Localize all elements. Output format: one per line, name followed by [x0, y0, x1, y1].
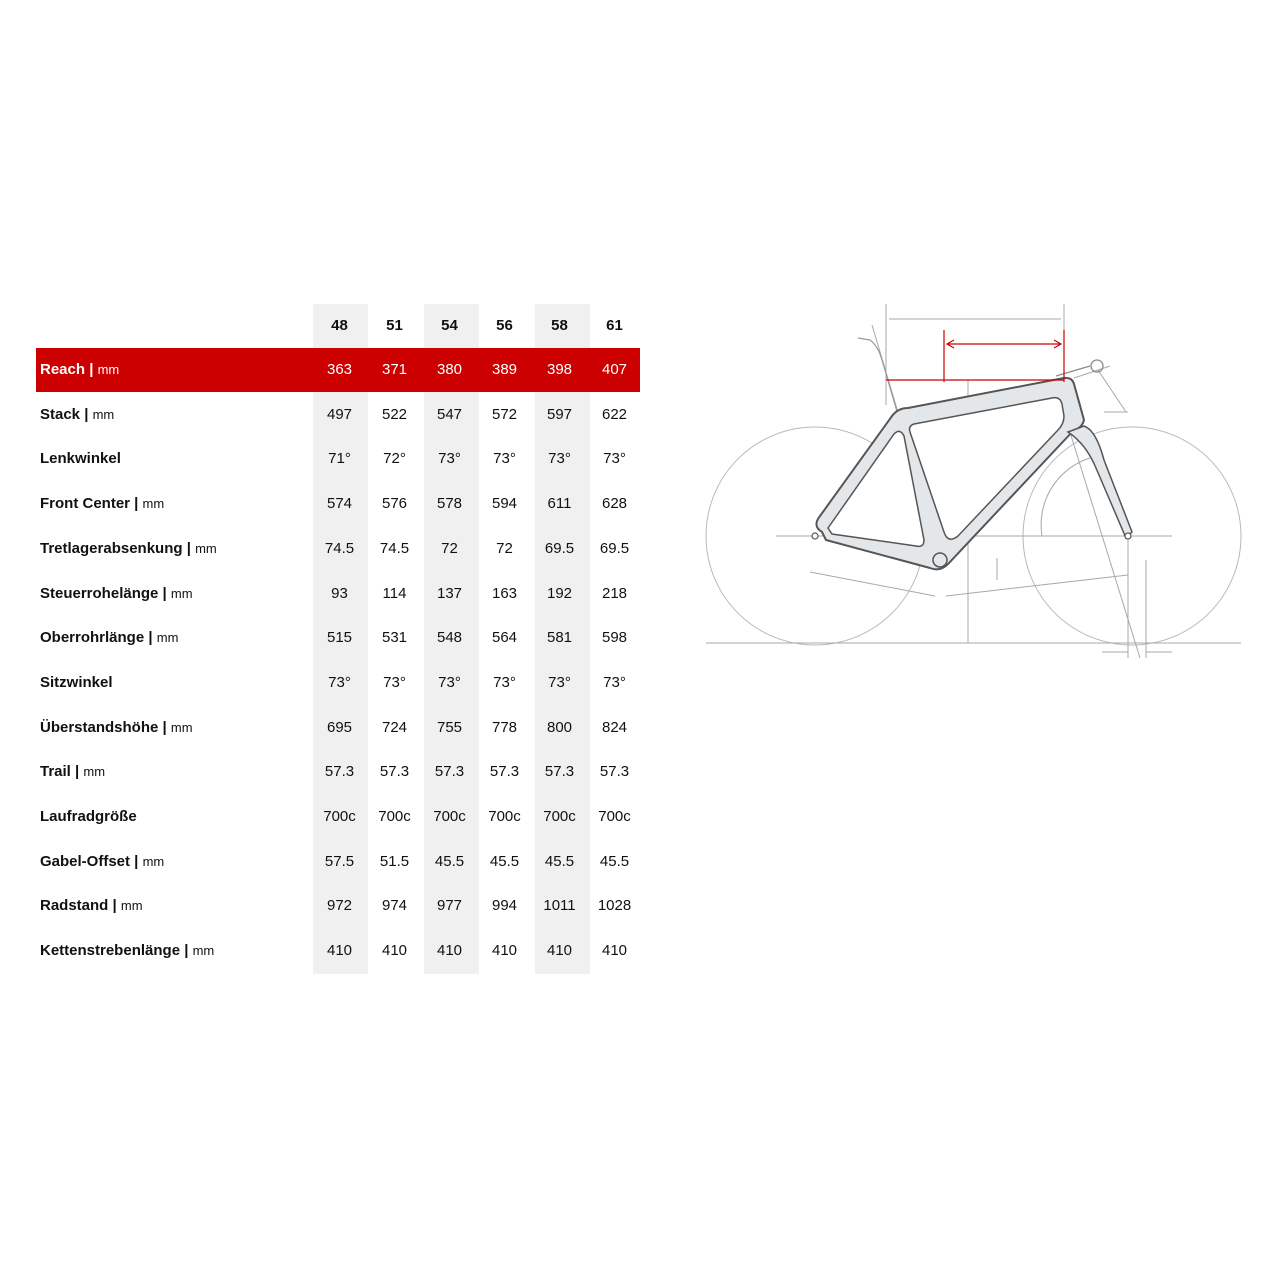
table-cell: 218 [601, 584, 628, 602]
fork [1068, 426, 1132, 538]
row-label-name: Tretlagerabsenkung [40, 539, 183, 557]
table-cell: 410 [491, 942, 518, 960]
row-label-name: Radstand [40, 897, 109, 915]
row-label [40, 706, 193, 750]
table-cell: 700c [598, 808, 631, 825]
row-label-separator: | [182, 539, 196, 557]
table-cell: 74.5 [324, 539, 355, 557]
row-label-separator: | [158, 584, 171, 602]
table-cell: 597 [546, 405, 573, 423]
table-cell: 69.5 [599, 539, 630, 557]
row-label [40, 661, 113, 705]
table-cell: 755 [436, 718, 463, 736]
row-label-name: Kettenstrebenlänge [40, 942, 181, 960]
table-row [36, 437, 640, 481]
size-header: 61 [606, 317, 623, 334]
table-cell: 547 [436, 405, 463, 423]
size-header: 58 [551, 317, 568, 334]
table-cell: 73° [603, 450, 626, 468]
row-label-unit: mm [142, 496, 165, 512]
table-cell: 1011 [543, 897, 576, 915]
table-cell: 572 [491, 405, 518, 423]
row-label-separator: | [85, 361, 98, 378]
row-label [40, 750, 105, 794]
row-label-name: Trail [40, 763, 71, 781]
table-cell: 778 [491, 718, 518, 736]
geometry-table [36, 304, 640, 974]
table-row [36, 616, 640, 660]
table-cell: 407 [601, 361, 628, 378]
table-cell: 410 [601, 942, 628, 960]
row-label [40, 929, 214, 973]
row-label-name: Front Center [40, 495, 130, 513]
table-cell: 522 [381, 405, 408, 423]
table-cell: 114 [382, 584, 407, 602]
bike-geometry-diagram [700, 296, 1248, 666]
table-row [36, 929, 640, 973]
row-label-name: Reach [40, 361, 86, 378]
table-cell: 994 [491, 897, 518, 915]
front-center-line [946, 575, 1128, 596]
table-cell: 45.5 [434, 852, 465, 870]
table-cell: 74.5 [379, 539, 410, 557]
table-cell: 824 [601, 718, 628, 736]
table-row [36, 393, 640, 437]
row-label [40, 884, 143, 928]
table-cell: 363 [326, 361, 353, 378]
size-header: 56 [496, 317, 513, 334]
reach-dimension [886, 330, 1064, 382]
table-cell: 72° [383, 450, 406, 468]
row-label-name: Gabel-Offset [40, 852, 131, 870]
row-label-name: Überstandshöhe [40, 718, 159, 736]
table-row [36, 884, 640, 928]
row-label-unit: mm [156, 630, 179, 646]
row-label-separator: | [158, 718, 171, 736]
table-row [36, 527, 640, 571]
stem-bars [1056, 360, 1103, 376]
table-cell: 515 [326, 629, 353, 647]
bottom-bracket [933, 553, 947, 567]
table-cell: 578 [436, 495, 463, 513]
table-row [36, 661, 640, 705]
table-cell: 1028 [597, 897, 632, 915]
table-row [36, 750, 640, 794]
table-cell: 531 [381, 629, 408, 647]
row-label [40, 437, 121, 481]
row-label-unit: mm [170, 585, 193, 601]
table-cell: 410 [381, 942, 408, 960]
table-cell: 73° [438, 450, 461, 468]
row-label [40, 616, 178, 660]
row-label [40, 348, 119, 392]
table-cell: 137 [436, 584, 463, 602]
table-cell: 548 [436, 629, 463, 647]
table-cell: 73° [438, 673, 461, 691]
size-header: 48 [331, 317, 348, 334]
row-label-unit: mm [195, 540, 217, 556]
table-cell: 497 [326, 405, 353, 423]
row-label-name: Oberrohrlänge [40, 629, 145, 647]
row-label-name: Steuerrohelänge [40, 584, 159, 602]
table-cell: 57.3 [434, 763, 465, 781]
row-label-separator: | [80, 405, 93, 423]
table-cell: 93 [331, 584, 348, 602]
row-label-name: Laufradgröße [40, 808, 137, 825]
table-cell: 974 [381, 897, 408, 915]
row-label-separator: | [108, 897, 121, 915]
table-cell: 410 [436, 942, 463, 960]
row-label-separator: | [144, 629, 157, 647]
row-label-separator: | [130, 495, 143, 513]
table-cell: 192 [546, 584, 573, 602]
table-cell: 380 [436, 361, 463, 378]
table-cell: 700c [543, 808, 576, 825]
table-cell: 57.3 [544, 763, 575, 781]
table-cell: 977 [436, 897, 463, 915]
table-cell: 73° [548, 673, 571, 691]
table-cell: 564 [491, 629, 518, 647]
table-cell: 73° [493, 673, 516, 691]
table-cell: 57.3 [489, 763, 520, 781]
row-label-unit: mm [192, 943, 215, 959]
front-axle [1125, 533, 1131, 539]
table-cell: 45.5 [489, 852, 520, 870]
table-cell: 576 [381, 495, 408, 513]
size-header: 54 [441, 317, 458, 334]
row-label-unit: mm [142, 853, 165, 869]
table-cell: 163 [491, 584, 518, 602]
head-angle-arc [1041, 458, 1090, 536]
table-cell: 45.5 [599, 852, 630, 870]
table-cell: 598 [601, 629, 628, 647]
table-row [36, 572, 640, 616]
row-label-unit: mm [97, 362, 120, 377]
row-label [40, 840, 164, 884]
row-label-name: Lenkwinkel [40, 450, 121, 468]
row-label-separator: | [70, 763, 84, 781]
table-cell: 700c [433, 808, 466, 825]
row-label-unit: mm [83, 764, 106, 780]
table-cell: 622 [601, 405, 628, 423]
table-cell: 57.3 [324, 763, 355, 781]
table-row [36, 706, 640, 750]
row-label-unit: mm [92, 406, 115, 422]
table-cell: 73° [383, 673, 406, 691]
table-cell: 581 [546, 629, 573, 647]
table-row [36, 795, 640, 839]
row-label-separator: | [130, 852, 143, 870]
head-tube-dim [1098, 370, 1126, 412]
row-label [40, 572, 193, 616]
table-cell: 73° [548, 450, 571, 468]
table-cell: 611 [547, 495, 572, 513]
table-cell: 700c [488, 808, 521, 825]
table-cell: 73° [603, 673, 626, 691]
table-cell: 72 [441, 539, 458, 557]
table-row [36, 348, 640, 392]
row-label [40, 393, 114, 437]
table-cell: 398 [546, 361, 573, 378]
table-cell: 73° [493, 450, 516, 468]
table-cell: 371 [381, 361, 408, 378]
table-cell: 389 [491, 361, 518, 378]
table-cell: 695 [326, 718, 353, 736]
table-cell: 700c [323, 808, 356, 825]
table-cell: 972 [326, 897, 353, 915]
row-label [40, 482, 164, 526]
table-cell: 57.3 [379, 763, 410, 781]
stem-ref [1074, 366, 1110, 378]
row-label [40, 527, 217, 571]
table-cell: 800 [546, 718, 573, 736]
table-cell: 72 [496, 539, 513, 557]
table-cell: 574 [326, 495, 353, 513]
table-cell: 69.5 [544, 539, 575, 557]
table-cell: 57.5 [324, 852, 355, 870]
size-header: 51 [386, 317, 403, 334]
table-row [36, 482, 640, 526]
table-cell: 45.5 [544, 852, 575, 870]
row-label-separator: | [180, 942, 193, 960]
table-cell: 594 [491, 495, 518, 513]
row-label-name: Sitzwinkel [40, 673, 113, 691]
table-row [36, 840, 640, 884]
size-header-row [36, 304, 640, 348]
row-label [40, 795, 137, 839]
table-cell: 724 [381, 718, 408, 736]
row-label-name: Stack [40, 405, 81, 423]
table-cell: 410 [326, 942, 353, 960]
table-cell: 71° [328, 450, 351, 468]
row-label-unit: mm [170, 719, 193, 735]
table-cell: 57.3 [599, 763, 630, 781]
row-label-unit: mm [120, 898, 143, 914]
seatpost [858, 338, 898, 415]
table-cell: 700c [378, 808, 411, 825]
table-cell: 628 [601, 495, 628, 513]
rear-axle [812, 533, 818, 539]
table-cell: 410 [546, 942, 573, 960]
table-cell: 73° [328, 673, 351, 691]
table-cell: 51.5 [379, 852, 410, 870]
